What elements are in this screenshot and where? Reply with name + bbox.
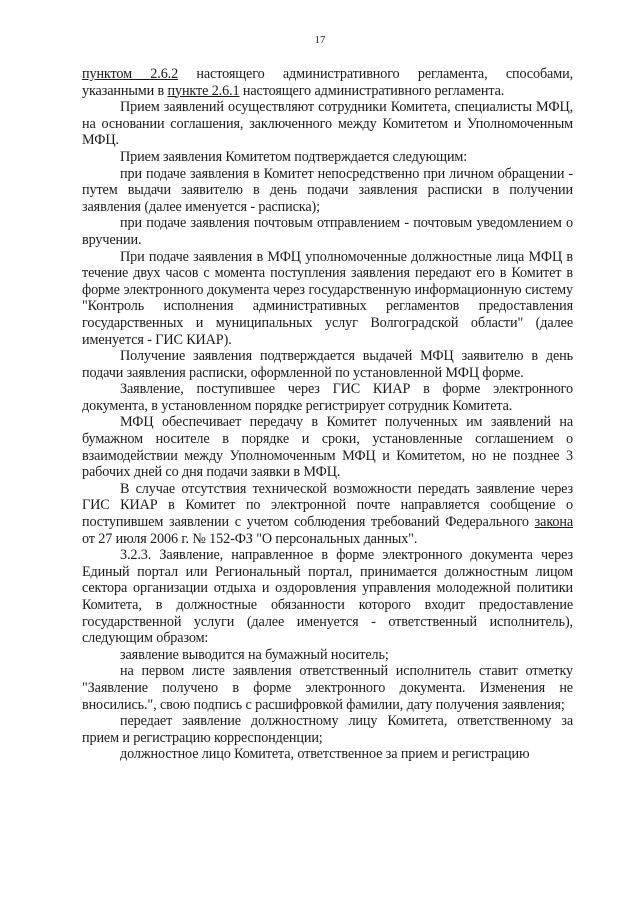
paragraph bbox=[82, 348, 573, 381]
text-run: 3.2.3. Заявление, направленное в форме электронного документа через Единый портал или Региональный портал, принимается должностным лицом сектора организации отдыха и оздоровления управления молодежной политики Комитета, в должностные обязанности которого входит предоставление государственной услуги (далее именуется - ответственный исполнитель), следующим образом: bbox=[82, 547, 573, 647]
text-run: заявление выводится на бумажный носитель; bbox=[120, 646, 389, 663]
text-run: настоящего административного регламента, способами, указанными в bbox=[82, 66, 573, 99]
paragraph bbox=[82, 547, 573, 647]
text-run: должностное лицо Комитета, ответственное за прием и регистрацию bbox=[120, 746, 530, 763]
underlined-reference: пунктом 2.6.2 bbox=[82, 66, 179, 82]
underlined-reference: закона bbox=[534, 514, 573, 531]
paragraph bbox=[82, 99, 573, 149]
text-run: МФЦ обеспечивает передачу в Комитет полученных им заявлений на бумажном носителе в порядке и сроки, установленные соглашением о взаимодействии между Уполномоченным МФЦ и Комитетом, но не позднее 3 рабочих дней со дня подачи заявки в МФЦ. bbox=[82, 414, 573, 481]
text-run: Прием заявления Комитетом подтверждается следующим: bbox=[120, 148, 468, 165]
paragraph bbox=[82, 381, 573, 414]
text-run: настоящего административного регламента. bbox=[239, 82, 505, 99]
underlined-reference: пункте 2.6.1 bbox=[167, 82, 240, 99]
paragraph bbox=[82, 215, 573, 248]
paragraph bbox=[82, 249, 573, 349]
paragraph bbox=[82, 166, 573, 216]
text-run: В случае отсутствия технической возможности передать заявление через ГИС КИАР в Комитет по электронной почте направляется сообщение о поступившем заявлении с учетом соблюдения требований Федерального bbox=[82, 480, 573, 531]
paragraph bbox=[82, 66, 573, 99]
text-run: при подаче заявления в Комитет непосредственно при личном обращении - путем выдачи заявителю в день подачи заявления расписки в получении заявления (далее именуется - расписка); bbox=[82, 165, 573, 215]
page-number: 17 bbox=[314, 34, 326, 46]
text-run: При подаче заявления в МФЦ уполномоченные должностные лица МФЦ в течение двух часов с момента поступления заявления передают его в Комитет в форме электронного документа через государственную информационную систему "Контроль исполнения административных регламентов предоставления государственных и муниципальных услуг Волгоградской области" (далее именуется - ГИС КИАР). bbox=[82, 248, 573, 348]
text-run: Заявление, поступившее через ГИС КИАР в форме электронного документа, в установленном порядке регистрирует сотрудник Комитета. bbox=[82, 381, 573, 414]
paragraph bbox=[82, 746, 573, 763]
text-run: Получение заявления подтверждается выдачей МФЦ заявителю в день подачи заявления расписки, оформленной по установленной МФЦ форме. bbox=[82, 348, 573, 381]
paragraph bbox=[82, 481, 573, 547]
document-body bbox=[82, 66, 573, 763]
text-run: от 27 июля 2006 г. № 152-ФЗ "О персональных данных". bbox=[82, 530, 418, 547]
paragraph bbox=[82, 647, 573, 664]
paragraph bbox=[82, 713, 573, 746]
text-run: Прием заявлений осуществляют сотрудники Комитета, специалисты МФЦ, на основании соглашения, заключенного между Комитетом и Уполномоченным МФЦ. bbox=[82, 99, 573, 149]
text-run: на первом листе заявления ответственный исполнитель ставит отметку "Заявление получено в форме электронного документа. Изменения не вносились.", свою подпись с расшифровкой фамилии, дату получения заявления; bbox=[82, 663, 573, 713]
text-run: при подаче заявления почтовым отправлением - почтовым уведомлением о вручении. bbox=[82, 215, 573, 248]
paragraph bbox=[82, 414, 573, 480]
text-run: передает заявление должностному лицу Комитета, ответственному за прием и регистрацию корреспонденции; bbox=[82, 713, 573, 746]
paragraph bbox=[82, 149, 573, 166]
paragraph bbox=[82, 663, 573, 713]
